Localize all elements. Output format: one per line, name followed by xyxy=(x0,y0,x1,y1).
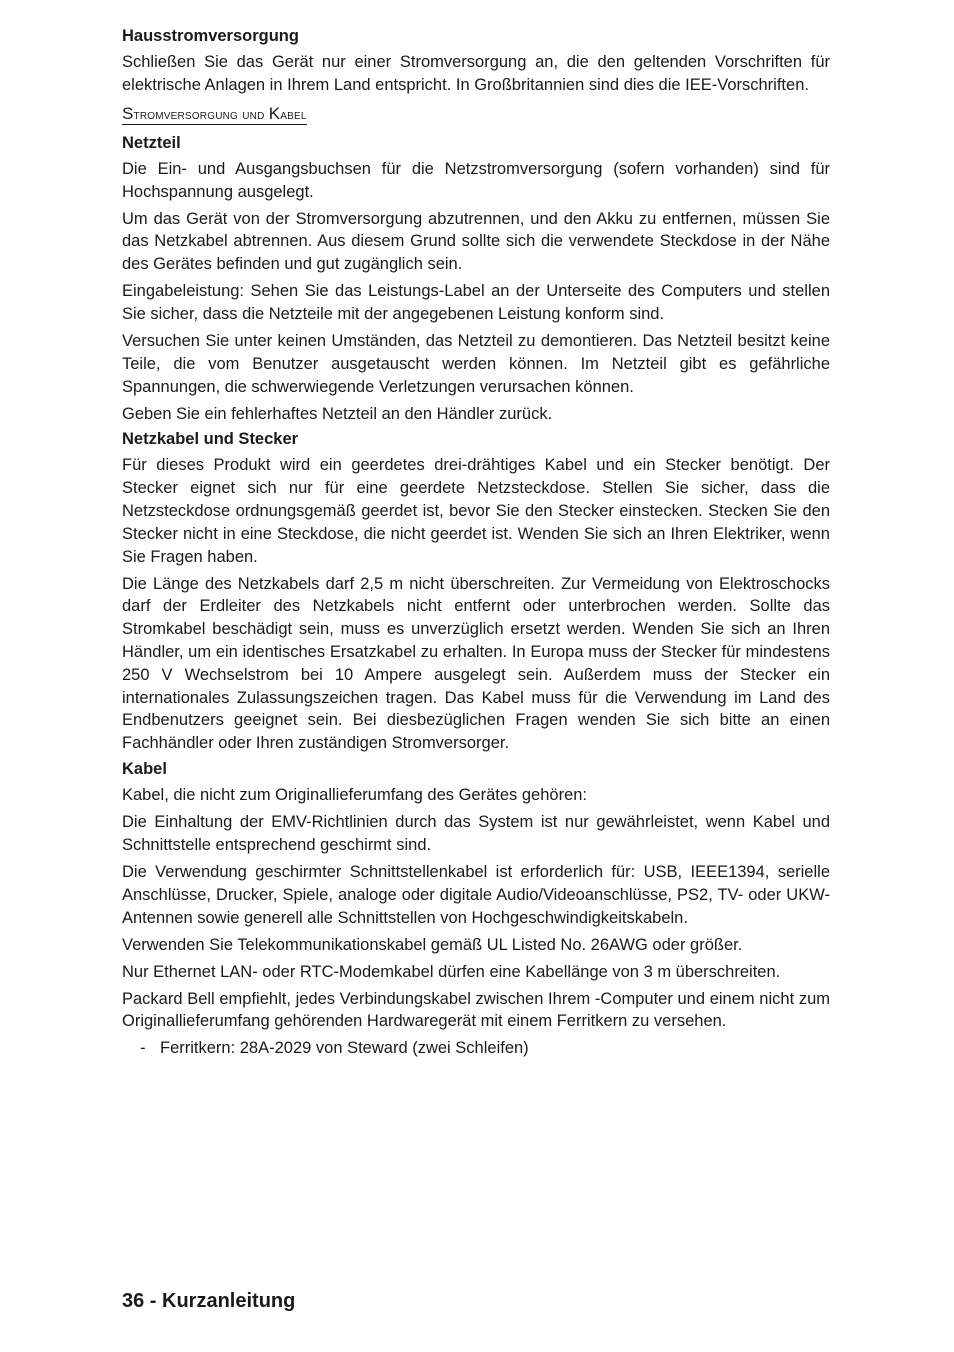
paragraph-hausstromversorgung: Schließen Sie das Gerät nur einer Stromversorgung an, die den geltenden Vorschriften für elektrische Anlagen in Ihrem Land entspricht. In Großbritannien sind dies die IEE-Vorschriften. xyxy=(122,53,830,94)
list-dash: - xyxy=(140,1039,146,1058)
paragraph-kabel-2: Die Einhaltung der EMV-Richtlinien durch das System ist nur gewährleistet, wenn Kabel und Schnittstelle entsprechend geschirmt sind. xyxy=(122,813,830,854)
section-title-part-1: tromversorgung und xyxy=(133,106,269,123)
list-item-ferritkern xyxy=(122,1037,830,1059)
section-title-stromversorgung-und-kabel xyxy=(122,105,307,125)
paragraph-kabel-1: Kabel, die nicht zum Originallieferumfang des Gerätes gehören: xyxy=(122,786,588,805)
section-title-initial-k: K xyxy=(268,103,281,123)
paragraph-netzteil-4: Versuchen Sie unter keinen Umständen, das Netzteil zu demontieren. Das Netzteil besitzt keine Teile, die vom Benutzer ausgetauscht werden können. Im Netzteil gibt es gefährliche Spannungen, die schwerwiegende Verletzungen verursachen können. xyxy=(122,331,830,396)
paragraph-netzkabel-1: Für dieses Produkt wird ein geerdetes drei-drähtiges Kabel und ein Stecker benötigt. Der Stecker eignet sich nur für eine geerdete Netzsteckdose. Stellen Sie sicher, dass die Netzsteckdose ordnungsgemäß geerdet ist, bevor Sie den Stecker einstecken. Stecken Sie den Stecker nicht in eine Steckdose, die nicht geerdet ist. Wenden Sie sich an Ihren Elektriker, wenn Sie Fragen haben. xyxy=(122,456,830,566)
page-footer: 36 - Kurzanleitung xyxy=(122,1290,296,1312)
paragraph-netzteil-3: Eingabeleistung: Sehen Sie das Leistungs-Label an der Unterseite des Computers und stellen Sie sicher, dass die Netzteile mit der angegebenen Leistung konform sind. xyxy=(122,282,830,323)
heading-netzkabel-und-stecker: Netzkabel und Stecker xyxy=(122,430,299,449)
paragraph-netzkabel-2: Die Länge des Netzkabels darf 2,5 m nicht überschreiten. Zur Vermeidung von Elektroschocks darf der Erdleiter des Netzkabels nicht entfernt oder unterbrochen werden. Sollte das Stromkabel beschädigt sein, muss es unverzüglich ersetzt werden. Wenden Sie sich an Ihren Händler, um ein identisches Ersatzkabel zu erhalten. In Europa muss der Stecker für mindestens 250 V Wechselstrom bei 10 Ampere ausgelegt sein. Außerdem muss der Stecker ein internationales Zulassungszeichen tragen. Das Kabel muss für die Verwendung im Land des Endbenutzers geeignet sein. Bei diesbezüglichen Fragen wenden Sie sich bitte an einen Fachhändler oder Ihren zuständigen Stromversorger. xyxy=(122,574,830,753)
paragraph-kabel-4: Verwenden Sie Telekommunikationskabel gemäß UL Listed No. 26AWG oder größer. xyxy=(122,935,743,954)
paragraph-kabel-6: Packard Bell empfiehlt, jedes Verbindungskabel zwischen Ihrem -Computer und einem nicht zum Originallieferumfang gehörenden Hardwaregerät mit einem Ferritkern zu versehen. xyxy=(122,989,830,1031)
page-content xyxy=(122,26,830,1059)
paragraph-kabel-3: Die Verwendung geschirmter Schnittstellenkabel ist erforderlich für: USB, IEEE1394, serielle Anschlüsse, Drucker, Spiele, analoge oder digitale Audio/Videoanschlüsse, PS2, TV- oder UKW-Antennen sowie generell alle Schnittstellen von Hochgeschwindigkeitskabeln. xyxy=(122,862,830,927)
heading-kabel: Kabel xyxy=(122,760,167,779)
paragraph-kabel-5: Nur Ethernet LAN- oder RTC-Modemkabel dürfen eine Kabellänge von 3 m überschreiten. xyxy=(122,962,781,981)
paragraph-netzteil-5: Geben Sie ein fehlerhaftes Netzteil an den Händler zurück. xyxy=(122,404,553,423)
section-title-part-2: abel xyxy=(280,106,307,123)
paragraph-netzteil-2: Um das Gerät von der Stromversorgung abzutrennen, und den Akku zu entfernen, müssen Sie das Netzkabel abtrennen. Aus diesem Grund sollte sich die verwendete Steckdose in der Nähe des Gerätes befinden und gut zugänglich sein. xyxy=(122,209,830,274)
heading-hausstromversorgung: Hausstromversorgung xyxy=(122,27,299,45)
section-title-initial-s: S xyxy=(122,103,134,123)
heading-netzteil: Netzteil xyxy=(122,133,181,152)
paragraph-netzteil-1: Die Ein- und Ausgangsbuchsen für die Netzstromversorgung (sofern vorhanden) sind für Hochspannung ausgelegt. xyxy=(122,159,830,201)
list-item-text: Ferritkern: 28A-2029 von Steward (zwei Schleifen) xyxy=(160,1039,529,1058)
